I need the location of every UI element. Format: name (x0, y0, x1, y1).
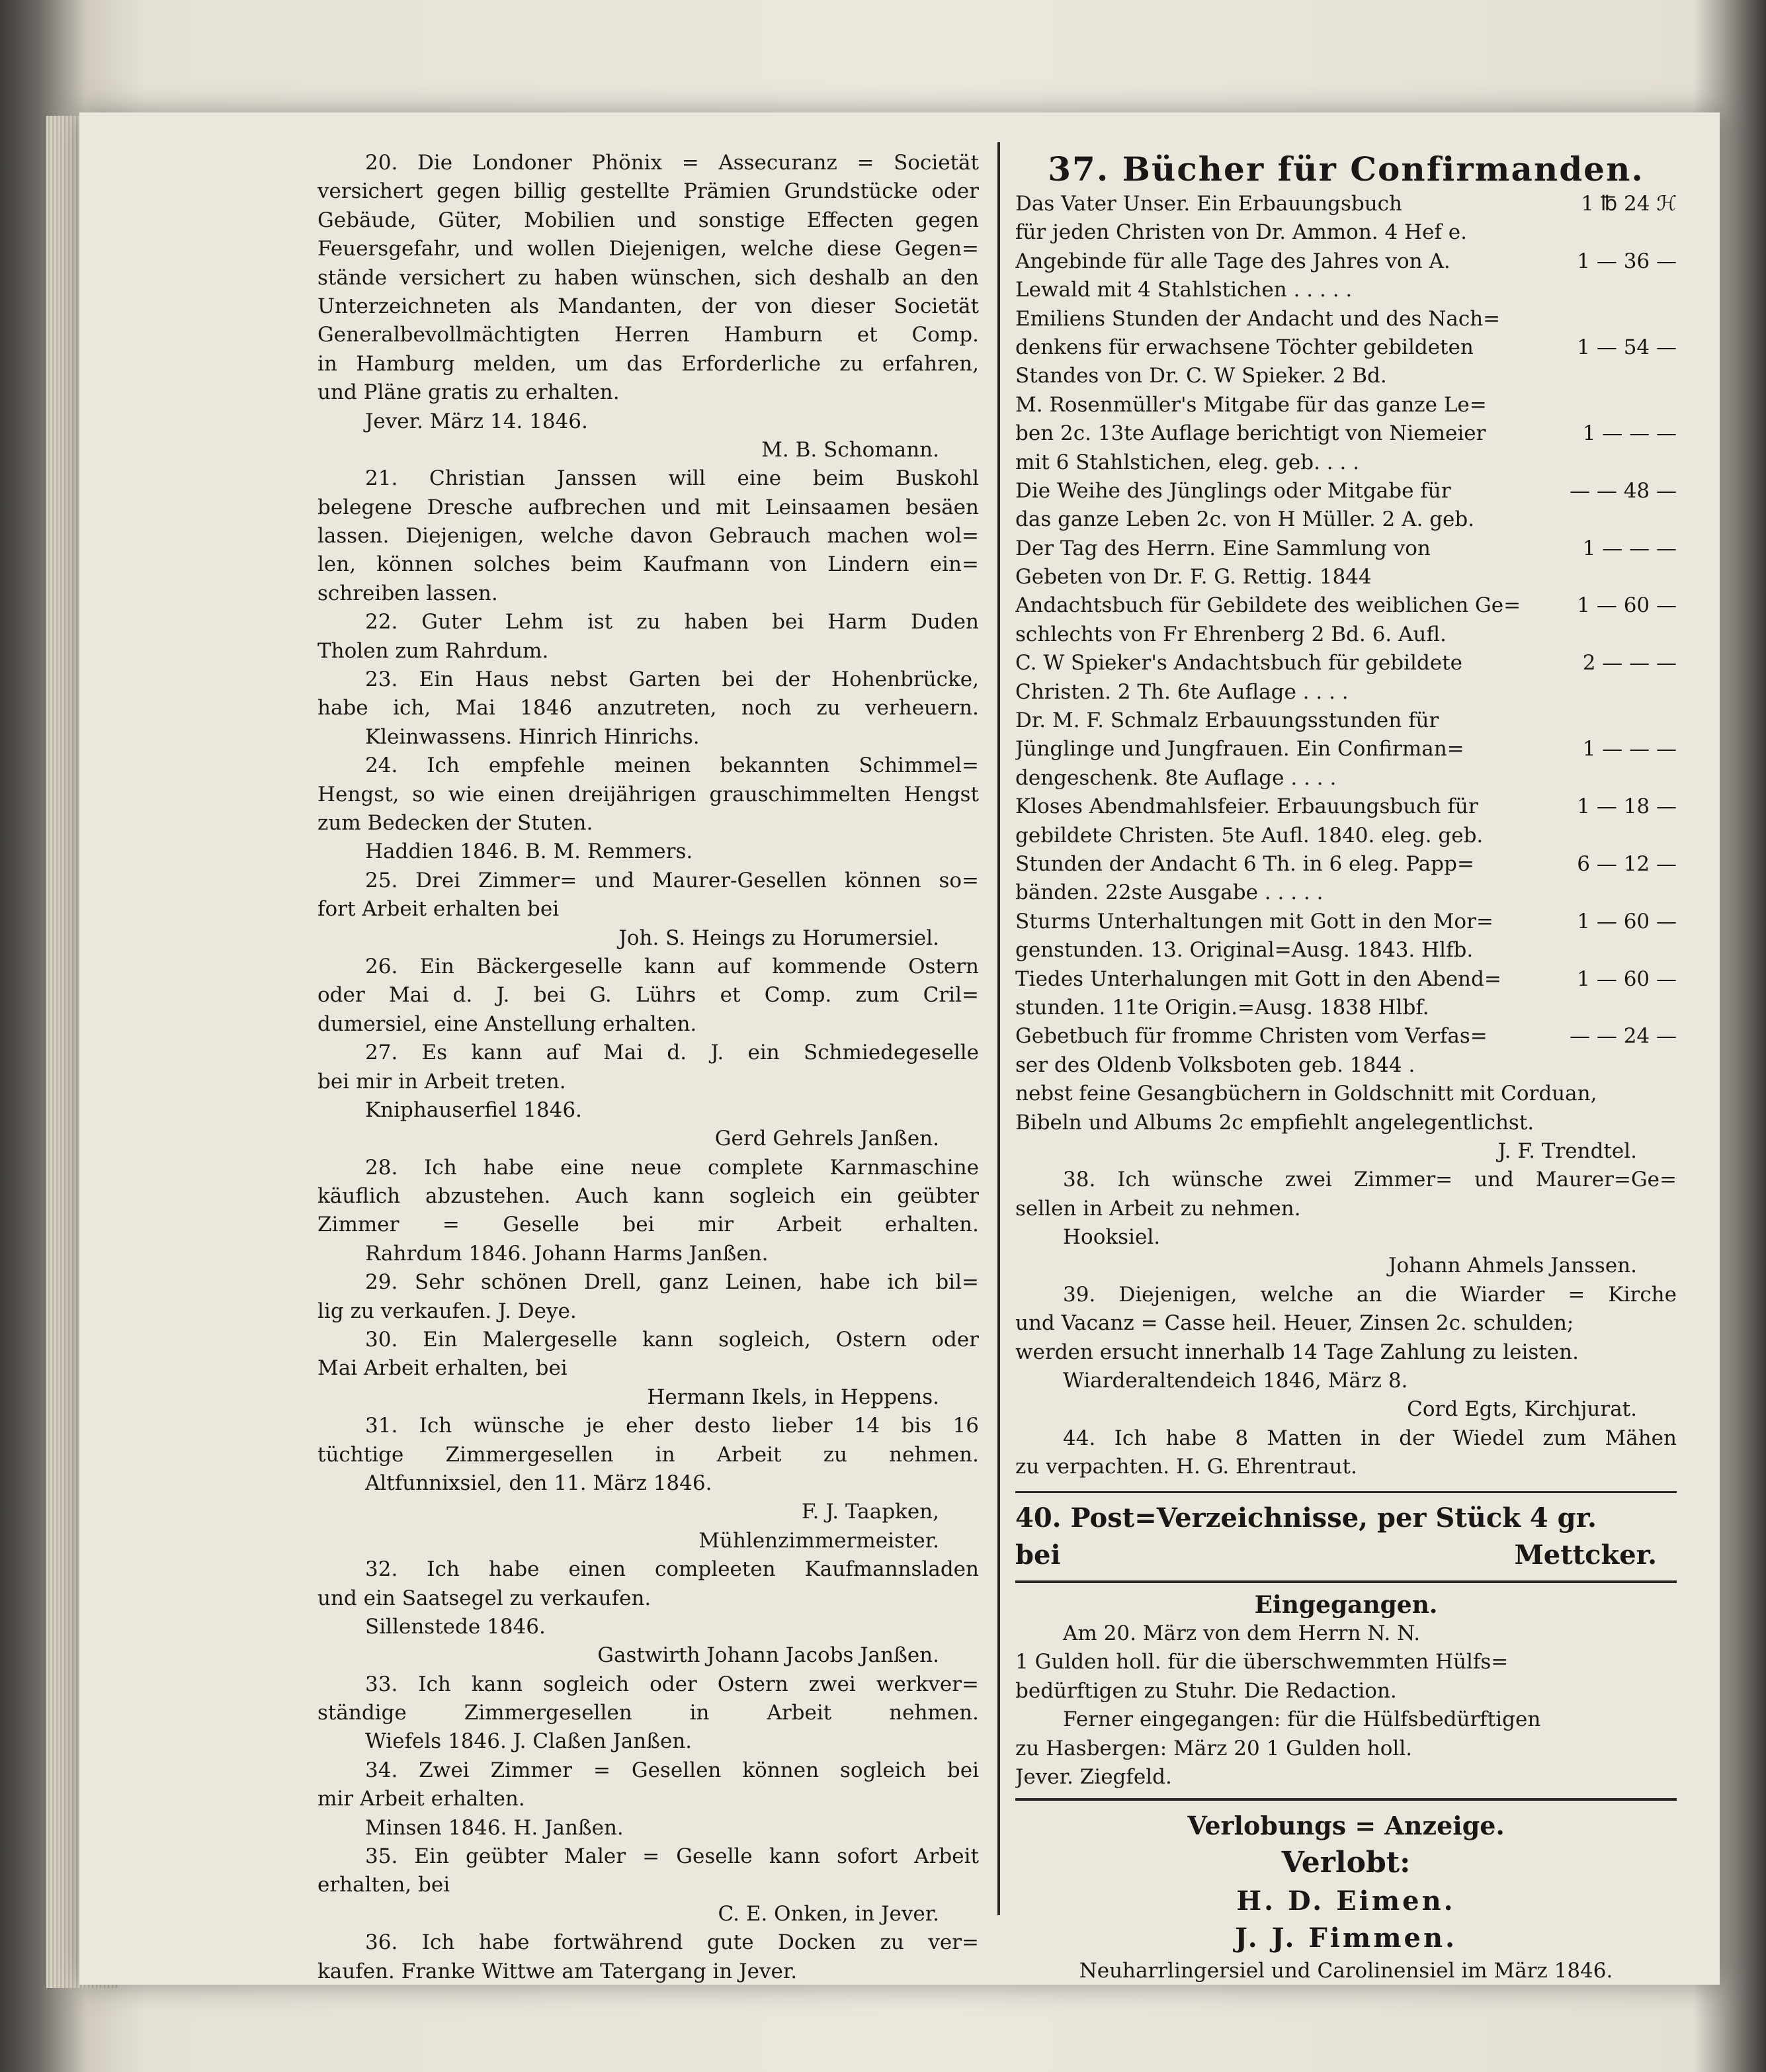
engagement-place: Neuharrlingersiel und Carolinensiel im März 1846. (1079, 1959, 1613, 1983)
text-line: und Pläne gratis zu erhalten. (317, 380, 620, 405)
text-line: Altfunnixsiel, den 11. März 1846. (365, 1471, 712, 1495)
text-line: Mai Arbeit erhalten, bei (317, 1356, 568, 1381)
book-price: 2 — — — (1577, 649, 1677, 677)
book-entry-text: das ganze Leben 2c. von H Müller. 2 A. geb. (1015, 507, 1475, 532)
book-entry-text: stunden. 11te Origin.=Ausg. 1838 Hlbf. (1015, 995, 1429, 1019)
text-line: 21. Christian Janssen will eine beim Buskohl (365, 466, 979, 491)
text-line: kaufen. Franke Wittwe am Tatergang in Jever. (317, 1959, 798, 1983)
left-column (317, 149, 979, 1986)
notice-line: Cord Egts, Kirchjurat. (1407, 1397, 1637, 1422)
engagement-heading: Verlobungs = Anzeige. (1187, 1811, 1505, 1841)
book-price: 6 — 12 — (1572, 850, 1677, 879)
text-line: Joh. S. Heings zu Horumersiel. (618, 926, 939, 950)
received-line: Jever. Ziegfeld. (1015, 1764, 1172, 1789)
book-entry-line (1015, 621, 1677, 649)
book-entry-text: Tiedes Unterhalungen mit Gott in den Abend= (1015, 967, 1501, 991)
book-price: 1 — — — (1577, 735, 1677, 763)
book-price: 1 — — — (1577, 419, 1677, 448)
book-entry-text: bänden. 22ste Ausgabe . . . . . (1015, 881, 1324, 905)
text-line: belegene Dresche aufbrechen und mit Leinsaamen besäen (317, 495, 979, 519)
book-price: — — 24 — (1564, 1022, 1677, 1051)
notice-line: sellen in Arbeit zu nehmen. (1015, 1196, 1301, 1221)
separator-rule (1015, 1798, 1677, 1801)
engaged-label: Verlobt: (1281, 1846, 1411, 1880)
book-entry-text: ben 2c. 13te Auflage berichtigt von Niemeier (1015, 421, 1486, 446)
book-entry-line (1015, 1137, 1677, 1166)
text-line: bei mir in Arbeit treten. (317, 1069, 566, 1094)
book-entry-text: Der Tag des Herrn. Eine Sammlung von (1015, 536, 1431, 560)
book-list (1015, 190, 1677, 1166)
book-entry-text: C. W Spieker's Andachtsbuch für gebildete (1015, 651, 1462, 675)
book-entry-text: nebst feine Gesangbüchern in Goldschnitt mit Corduan, (1015, 1082, 1597, 1106)
received-heading: Eingegangen. (1254, 1590, 1438, 1619)
text-line: Kniphauserfiel 1846. (365, 1098, 582, 1122)
text-line: Mühlenzimmermeister. (698, 1528, 939, 1553)
book-entry-line (1015, 764, 1677, 793)
book-entry-text: schlechts von Fr Ehrenberg 2 Bd. 6. Aufl. (1015, 622, 1447, 646)
book-entry-text: Gebetbuch für fromme Christen vom Verfas= (1015, 1024, 1488, 1049)
book-entry-text: Bibeln und Albums 2c empfiehlt angelegentlichst. (1015, 1110, 1535, 1135)
text-line: Kleinwassens. Hinrich Hinrichs. (365, 724, 700, 749)
book-entry-line (1015, 936, 1677, 965)
book-entry-text: J. F. Trendtel. (1497, 1139, 1637, 1163)
books-heading: 37. Bücher für Confirmanden. (1048, 150, 1644, 189)
book-entry-line (1015, 505, 1677, 534)
text-line: Haddien 1846. B. M. Remmers. (365, 840, 693, 864)
text-line: Tholen zum Rahrdum. (317, 638, 549, 663)
engaged-name-1: H. D. Eimen. (1236, 1885, 1456, 1917)
book-entry-text: Die Weihe des Jünglings oder Mitgabe für (1015, 478, 1451, 503)
text-line: Generalbevollmächtigten Herren Hamburn et Comp. (317, 323, 979, 347)
book-entry-line (1015, 276, 1677, 304)
text-line: 30. Ein Malergeselle kann sogleich, Ostern oder (365, 1328, 979, 1352)
text-line: habe ich, Mai 1846 anzutreten, noch zu verheuern. (317, 696, 979, 720)
text-line: 20. Die Londoner Phönix = Assecuranz = Societät (365, 151, 979, 175)
text-line: Minsen 1846. H. Janßen. (365, 1815, 624, 1840)
text-line: len, können solches beim Kaufmann von Lindern ein= (317, 552, 979, 577)
book-entry-text: gebildete Christen. 5te Aufl. 1840. eleg. geb. (1015, 823, 1484, 847)
text-line: 28. Ich habe eine neue complete Karnmaschine (365, 1155, 979, 1180)
book-entry-line (1015, 908, 1677, 936)
separator-rule (1015, 1491, 1677, 1493)
text-line: tüchtige Zimmergesellen in Arbeit zu nehmen. (317, 1442, 979, 1467)
text-line: Wiefels 1846. J. Claßen Janßen. (365, 1729, 693, 1754)
text-line: 23. Ein Haus nebst Garten bei der Hohenbrücke, (365, 668, 979, 692)
received-line: zu Hasbergen: März 20 1 Gulden holl. (1015, 1736, 1413, 1760)
text-line: 31. Ich wünsche je eher desto lieber 14 bis 16 (365, 1414, 979, 1438)
book-price: — — 48 — (1564, 477, 1677, 505)
book-entry-line (1015, 793, 1677, 821)
text-line: Unterzeichneten als Mandanten, der von dieser Societät (317, 294, 979, 318)
text-line: mir Arbeit erhalten. (317, 1787, 525, 1811)
text-line: 35. Ein geübter Maler = Geselle kann sofort Arbeit (365, 1844, 979, 1869)
text-line: stände versichert zu haben wünschen, sich deshalb an den (317, 265, 979, 290)
text-line: Gebäude, Güter, Mobilien und sonstige Effecten gegen (317, 208, 979, 232)
received-line: Am 20. März von dem Herrn N. N. (1063, 1621, 1421, 1645)
book-entry-line (1015, 735, 1677, 763)
book-entry-line (1015, 190, 1677, 218)
text-line: Hengst, so wie einen dreijährigen grauschimmelten Hengst (317, 782, 979, 806)
text-line: 27. Es kann auf Mai d. J. ein Schmiedegeselle (365, 1041, 979, 1065)
book-entry-text: mit 6 Stahlstichen, eleg. geb. . . . (1015, 450, 1360, 474)
post-notice-line-1: 40. Post=Verzeichnisse, per Stück 4 gr. (1015, 1502, 1597, 1533)
book-entry-line (1015, 391, 1677, 419)
book-entry-line (1015, 305, 1677, 333)
book-entry-text: Andachtsbuch für Gebildete des weiblichen Ge= (1015, 593, 1521, 618)
received-list (1015, 1619, 1677, 1791)
notice-line: und Vacanz = Casse heil. Heuer, Zinsen 2c. schulden; (1015, 1311, 1574, 1336)
book-entry-line (1015, 965, 1677, 994)
text-line: 36. Ich habe fortwährend gute Docken zu ver= (365, 1930, 979, 1955)
book-entry-text: Angebinde für alle Tage des Jahres von A. (1015, 249, 1451, 273)
notice-line: Johann Ahmels Janssen. (1388, 1254, 1637, 1278)
book-entry-text: Dr. M. F. Schmalz Erbauungsstunden für (1015, 709, 1439, 733)
book-price: 1 — — — (1577, 535, 1677, 563)
book-entry-text: Gebeten von Dr. F. G. Rettig. 1844 (1015, 565, 1372, 589)
column-divider (997, 142, 1000, 1915)
notice-line: Hooksiel. (1063, 1225, 1161, 1250)
post-notice-line-2: bei Mettcker. (1015, 1539, 1657, 1571)
text-line: 26. Ein Bäckergeselle kann auf kommende Ostern (365, 954, 979, 978)
text-line: 33. Ich kann sogleich oder Ostern zwei werkver= (365, 1672, 979, 1696)
text-line: 22. Guter Lehm ist zu haben bei Harm Duden (365, 610, 979, 634)
book-entry-line (1015, 218, 1677, 247)
text-line: käuflich abzustehen. Auch kann sogleich ein geübter (317, 1184, 979, 1209)
book-entry-line (1015, 1109, 1677, 1137)
book-entry-line (1015, 1051, 1677, 1080)
text-line: 34. Zwei Zimmer = Gesellen können sogleich bei (365, 1758, 979, 1782)
engaged-name-2: J. J. Fimmen. (1234, 1922, 1458, 1954)
book-entry-line (1015, 333, 1677, 362)
received-line: Ferner eingegangen: für die Hülfsbedürftigen (1063, 1707, 1541, 1732)
book-entry-line (1015, 649, 1677, 677)
book-entry-line (1015, 879, 1677, 907)
book-price: 1 ℔ 24 ℋ (1576, 190, 1677, 218)
book-price: 1 — 18 — (1572, 793, 1677, 821)
book-entry-text: Stunden der Andacht 6 Th. in 6 eleg. Papp= (1015, 851, 1474, 876)
book-entry-text: Christen. 2 Th. 6te Auflage . . . . (1015, 679, 1349, 704)
book-price: 1 — 36 — (1572, 247, 1677, 276)
book-entry-line (1015, 850, 1677, 879)
text-line: lig zu verkaufen. J. Deye. (317, 1299, 577, 1323)
book-entry-text: dengeschenk. 8te Auflage . . . . (1015, 765, 1337, 790)
book-entry-line (1015, 362, 1677, 390)
notice-line: 38. Ich wünsche zwei Zimmer= und Maurer=Ge= (1063, 1168, 1677, 1192)
text-line: 24. Ich empfehle meinen bekannten Schimmel= (365, 754, 979, 778)
text-line: Hermann Ikels, in Heppens. (647, 1385, 939, 1409)
received-line: 1 Gulden holl. für die überschwemmten Hülfs= (1015, 1650, 1509, 1674)
text-line: 29. Sehr schönen Drell, ganz Leinen, habe ich bil= (365, 1270, 979, 1295)
text-line: Rahrdum 1846. Johann Harms Janßen. (365, 1241, 769, 1266)
book-entry-text: Emiliens Stunden der Andacht und des Nach= (1015, 306, 1501, 331)
notice-line: 44. Ich habe 8 Matten in der Wiedel zum Mähen (1063, 1426, 1677, 1450)
text-line: M. B. Schomann. (761, 437, 939, 462)
text-line: Feuersgefahr, und wollen Diejenigen, welche diese Gegen= (317, 237, 979, 261)
notice-line: 39. Diejenigen, welche an die Wiarder = Kirche (1063, 1282, 1677, 1307)
text-line: Gastwirth Johann Jacobs Janßen. (597, 1643, 939, 1668)
text-line: Sillenstede 1846. (365, 1614, 546, 1639)
text-line: 32. Ich habe einen compleeten Kaufmannsladen (365, 1557, 979, 1582)
received-line: bedürftigen zu Stuhr. Die Redaction. (1015, 1678, 1397, 1703)
book-entry-line (1015, 1080, 1677, 1108)
book-entry-text: Jünglinge und Jungfrauen. Ein Confirman= (1015, 737, 1464, 761)
text-line: lassen. Diejenigen, welche davon Gebrauch machen wol= (317, 524, 979, 548)
text-line: in Hamburg melden, um das Erforderliche zu erfahren, (317, 351, 979, 376)
text-line: ständige Zimmergesellen in Arbeit nehmen. (317, 1701, 979, 1725)
text-line: zum Bedecken der Stuten. (317, 810, 593, 835)
text-line: Gerd Gehrels Janßen. (714, 1127, 939, 1151)
notice-line: werden ersucht innerhalb 14 Tage Zahlung zu leisten. (1015, 1340, 1579, 1364)
text-line: 25. Drei Zimmer= und Maurer-Gesellen können so= (365, 868, 979, 892)
text-line: F. J. Taapken, (801, 1500, 939, 1524)
book-entry-line (1015, 419, 1677, 448)
notice-line: Wiarderaltendeich 1846, März 8. (1063, 1369, 1408, 1393)
book-entry-line (1015, 535, 1677, 563)
book-entry-text: M. Rosenmüller's Mitgabe für das ganze Le= (1015, 392, 1487, 417)
text-line: fort Arbeit erhalten bei (317, 897, 560, 922)
text-line: C. E. Onken, in Jever. (718, 1901, 939, 1926)
book-entry-text: Sturms Unterhaltungen mit Gott in den Mor= (1015, 909, 1493, 933)
text-line: und ein Saatsegel zu verkaufen. (317, 1586, 652, 1610)
separator-rule (1015, 1580, 1677, 1583)
book-entry-text: ser des Oldenb Volksboten geb. 1844 . (1015, 1053, 1415, 1077)
book-price: 1 — 60 — (1572, 591, 1677, 620)
book-entry-line (1015, 449, 1677, 477)
book-entry-line (1015, 822, 1677, 850)
right-column (1015, 149, 1677, 1986)
book-entry-line (1015, 678, 1677, 707)
book-entry-line (1015, 591, 1677, 620)
text-line: versichert gegen billig gestellte Prämien Grundstücke oder (317, 179, 979, 204)
text-line: Jever. März 14. 1846. (365, 409, 588, 433)
book-entry-text: genstunden. 13. Original=Ausg. 1843. Hlfb. (1015, 938, 1474, 963)
book-entry-text: Standes von Dr. C. W Spieker. 2 Bd. (1015, 364, 1387, 388)
book-entry-line (1015, 707, 1677, 735)
text-line: dumersiel, eine Anstellung erhalten. (317, 1012, 697, 1036)
text-line: schreiben lassen. (317, 581, 498, 605)
book-entry-line (1015, 477, 1677, 505)
book-entry-line (1015, 247, 1677, 276)
text-line: erhalten, bei (317, 1873, 450, 1897)
text-line: Zimmer = Geselle bei mir Arbeit erhalten. (317, 1213, 979, 1237)
book-entry-line (1015, 563, 1677, 591)
book-price: 1 — 60 — (1572, 965, 1677, 994)
book-entry-text: Das Vater Unser. Ein Erbauungsbuch (1015, 192, 1402, 216)
book-price: 1 — 54 — (1572, 333, 1677, 362)
text-line: oder Mai d. J. bei G. Lührs et Comp. zum Cril= (317, 983, 979, 1008)
book-entry-text: Lewald mit 4 Stahlstichen . . . . . (1015, 278, 1353, 302)
book-entry-text: Kloses Abendmahlsfeier. Erbauungsbuch für (1015, 795, 1478, 819)
notices-list (1015, 1166, 1677, 1481)
book-entry-text: für jeden Christen von Dr. Ammon. 4 Hef e. (1015, 220, 1467, 245)
book-price: 1 — 60 — (1572, 908, 1677, 936)
book-entry-line (1015, 1022, 1677, 1051)
notice-line: zu verpachten. H. G. Ehrentraut. (1015, 1455, 1357, 1479)
book-entry-text: denkens für erwachsene Töchter gebildeten (1015, 335, 1474, 359)
book-entry-line (1015, 994, 1677, 1022)
